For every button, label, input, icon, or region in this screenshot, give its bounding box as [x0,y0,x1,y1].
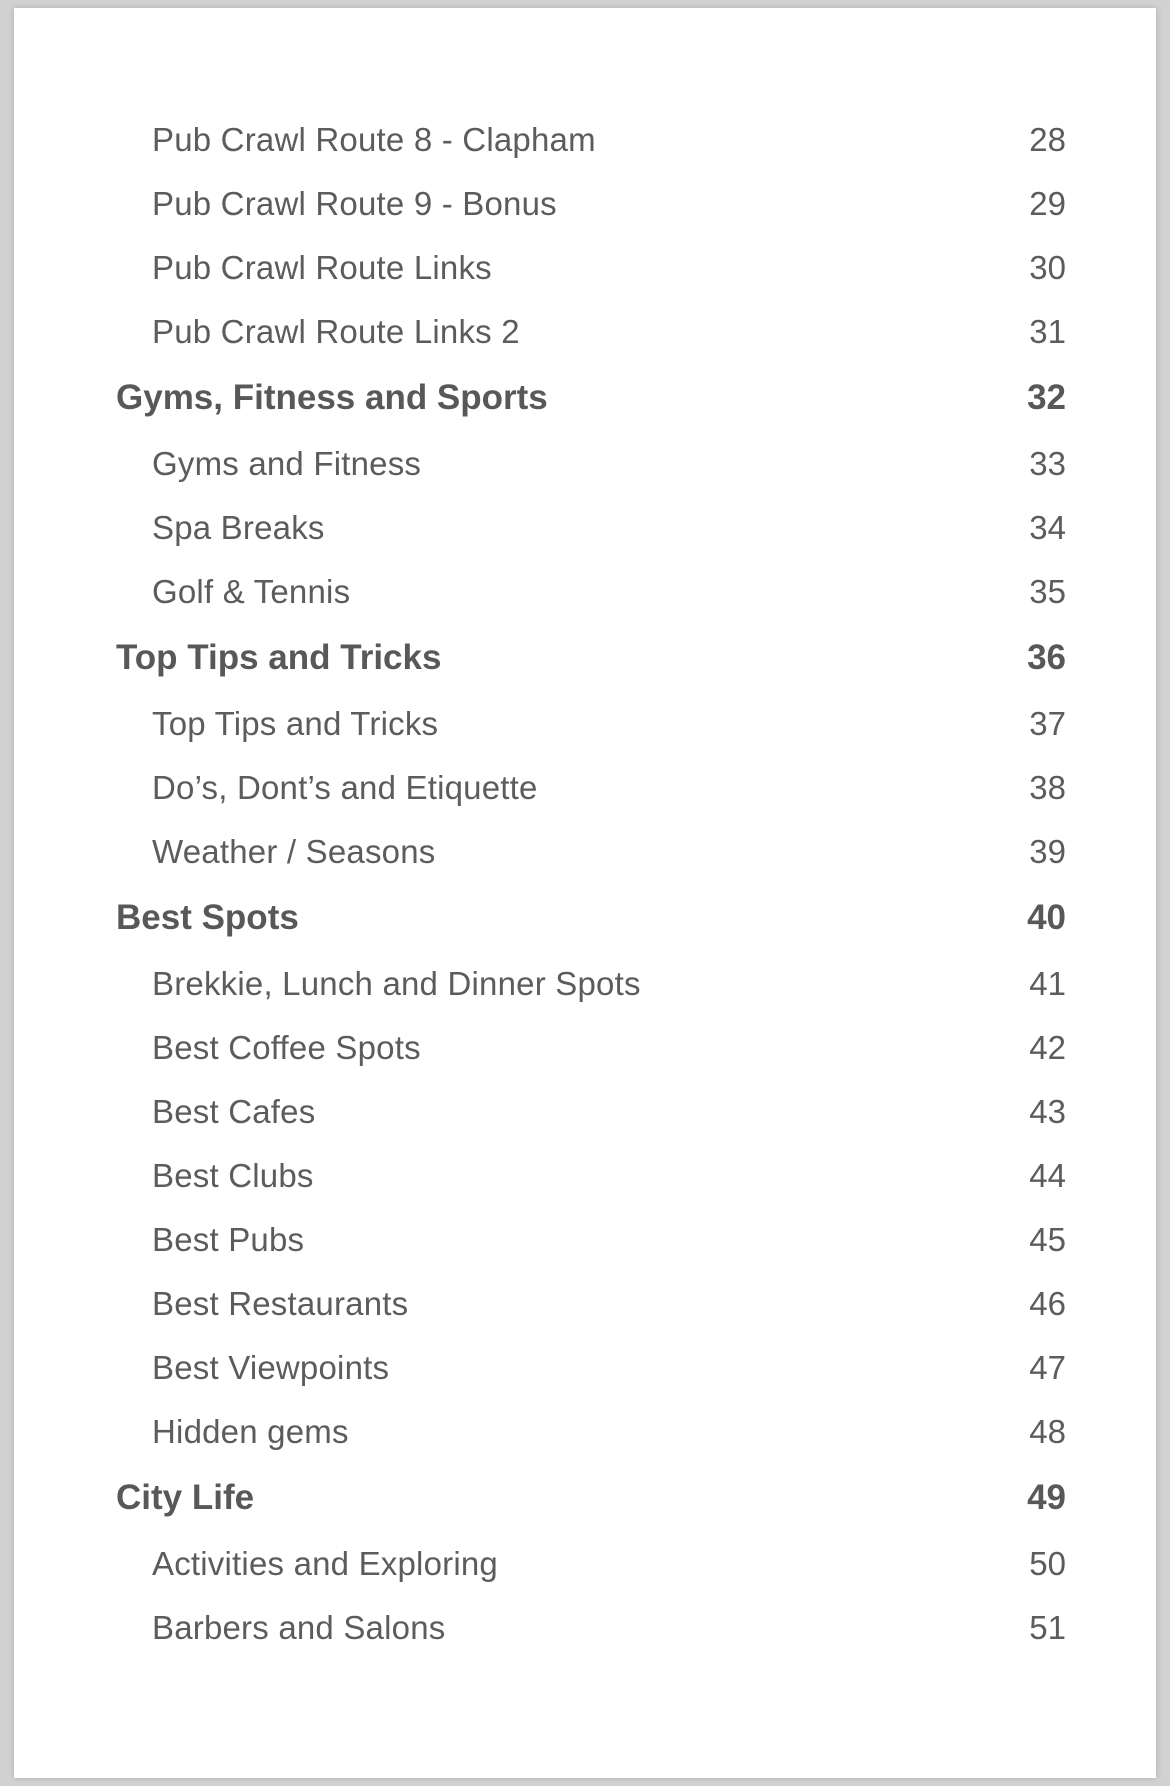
toc-section-page: 49 [1027,1478,1066,1517]
toc-entry-title: Golf & Tennis [152,573,351,610]
toc-section-title: Best Spots [116,898,299,937]
toc-entry-title: Pub Crawl Route Links [152,249,492,286]
toc-section-page: 32 [1027,378,1066,417]
toc-section-title: Gyms, Fitness and Sports [116,378,548,417]
toc-section-title: Top Tips and Tricks [116,638,442,677]
toc-entry-title: Gyms and Fitness [152,445,422,482]
toc-entry[interactable] [116,820,1066,884]
toc-entry[interactable] [116,952,1066,1016]
toc-entry-title: Do’s, Dont’s and Etiquette [152,769,538,806]
toc-entry[interactable] [116,496,1066,560]
toc-entry-page: 38 [1029,769,1066,806]
toc-entry[interactable] [116,1272,1066,1336]
toc-entry[interactable] [116,172,1066,236]
toc-section[interactable] [116,624,1066,692]
toc-entry-page: 43 [1029,1093,1066,1130]
toc-entry-page: 28 [1029,121,1066,158]
toc-entry[interactable] [116,300,1066,364]
toc-entry[interactable] [116,1208,1066,1272]
table-of-contents [116,108,1066,1660]
toc-entry-title: Weather / Seasons [152,833,436,870]
toc-entry-page: 30 [1029,249,1066,286]
toc-section-page: 40 [1027,898,1066,937]
toc-entry-title: Pub Crawl Route 8 - Clapham [152,121,596,158]
toc-entry-page: 45 [1029,1221,1066,1258]
toc-entry-title: Best Pubs [152,1221,305,1258]
toc-entry[interactable] [116,560,1066,624]
toc-entry[interactable] [116,432,1066,496]
document-page [14,8,1156,1778]
toc-entry[interactable] [116,1080,1066,1144]
toc-entry-page: 35 [1029,573,1066,610]
toc-section[interactable] [116,364,1066,432]
toc-entry-page: 46 [1029,1285,1066,1322]
toc-entry-page: 31 [1029,313,1066,350]
toc-entry-page: 33 [1029,445,1066,482]
toc-entry[interactable] [116,1400,1066,1464]
toc-entry-page: 42 [1029,1029,1066,1066]
toc-section[interactable] [116,884,1066,952]
toc-entry-title: Hidden gems [152,1413,349,1450]
toc-entry[interactable] [116,1596,1066,1660]
toc-section-page: 36 [1027,638,1066,677]
toc-entry-page: 51 [1029,1609,1066,1646]
toc-entry[interactable] [116,236,1066,300]
toc-entry-page: 47 [1029,1349,1066,1386]
toc-entry-page: 41 [1029,965,1066,1002]
toc-entry-title: Brekkie, Lunch and Dinner Spots [152,965,641,1002]
toc-entry-title: Pub Crawl Route Links 2 [152,313,520,350]
toc-entry-title: Best Coffee Spots [152,1029,421,1066]
toc-entry-title: Barbers and Salons [152,1609,446,1646]
toc-entry-title: Pub Crawl Route 9 - Bonus [152,185,557,222]
toc-entry-title: Activities and Exploring [152,1545,498,1582]
toc-entry-page: 44 [1029,1157,1066,1194]
toc-entry-title: Best Viewpoints [152,1349,390,1386]
toc-entry-page: 29 [1029,185,1066,222]
toc-entry[interactable] [116,1532,1066,1596]
toc-entry[interactable] [116,108,1066,172]
toc-entry-title: Spa Breaks [152,509,325,546]
toc-entry-title: Top Tips and Tricks [152,705,439,742]
toc-entry-title: Best Cafes [152,1093,316,1130]
toc-entry-title: Best Clubs [152,1157,314,1194]
toc-entry[interactable] [116,1336,1066,1400]
toc-entry-title: Best Restaurants [152,1285,409,1322]
toc-entry[interactable] [116,692,1066,756]
toc-entry-page: 37 [1029,705,1066,742]
toc-entry-page: 34 [1029,509,1066,546]
toc-entry[interactable] [116,756,1066,820]
toc-entry[interactable] [116,1016,1066,1080]
toc-entry-page: 48 [1029,1413,1066,1450]
toc-section[interactable] [116,1464,1066,1532]
toc-entry-page: 50 [1029,1545,1066,1582]
toc-section-title: City Life [116,1478,255,1517]
toc-entry[interactable] [116,1144,1066,1208]
toc-entry-page: 39 [1029,833,1066,870]
